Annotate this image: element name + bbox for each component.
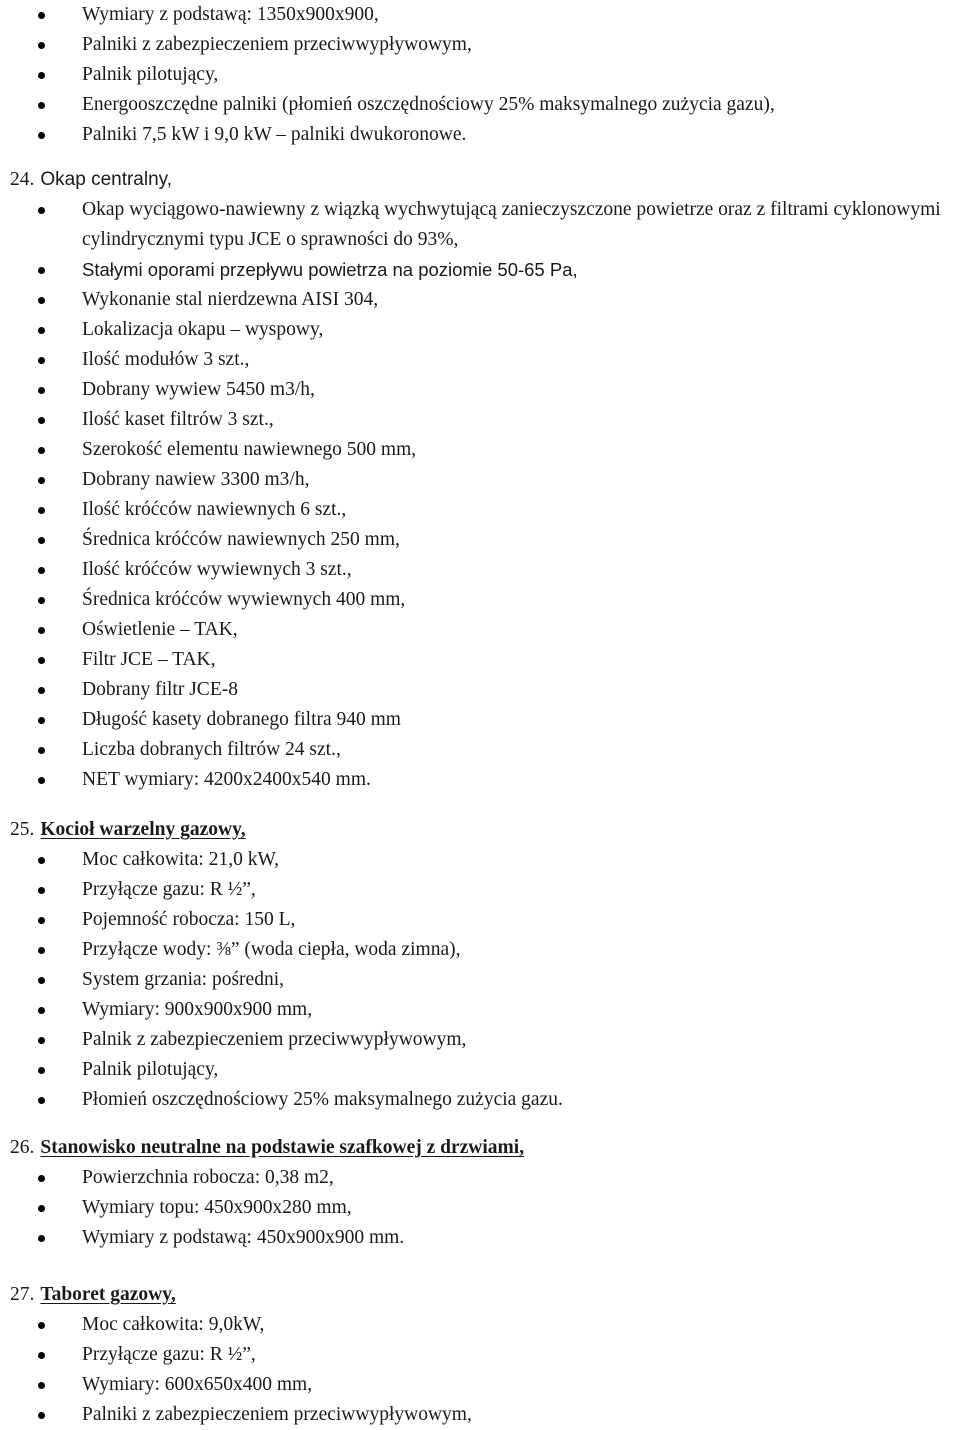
section-heading xyxy=(0,1280,960,1310)
list-item xyxy=(0,90,960,120)
list-item-text: Palnik z zabezpieczeniem przeciwwypływowym, xyxy=(82,1029,467,1050)
list-item xyxy=(0,905,960,935)
list-item xyxy=(0,1193,960,1223)
list-item xyxy=(0,345,960,375)
bullet-icon xyxy=(38,297,45,304)
list-item xyxy=(0,995,960,1025)
bullet-icon xyxy=(38,42,45,49)
list-item xyxy=(0,405,960,435)
section-24 xyxy=(0,165,960,795)
list-item xyxy=(0,60,960,90)
list-item-text: Wymiary z podstawą: 450x900x900 mm. xyxy=(82,1227,405,1248)
section-25 xyxy=(0,815,960,1115)
list-item-text: Szerokość elementu nawiewnego 500 mm, xyxy=(82,439,417,460)
list-item xyxy=(0,0,960,30)
list-item xyxy=(0,1025,960,1055)
list-item xyxy=(0,615,960,645)
bullet-icon xyxy=(38,977,45,984)
list-item xyxy=(0,705,960,735)
bullet-icon xyxy=(38,687,45,694)
list-item-text: Dobrany wywiew 5450 m3/h, xyxy=(82,379,315,400)
list-item-text: Pojemność robocza: 150 L, xyxy=(82,909,296,930)
bullet-icon xyxy=(38,947,45,954)
bullet-icon xyxy=(38,327,45,334)
list-item-text: Średnica króćców wywiewnych 400 mm, xyxy=(82,589,406,610)
list-item-text: Energooszczędne palniki (płomień oszczędnościowy 25% maksymalnego zużycia gazu), xyxy=(82,94,775,115)
bullet-icon xyxy=(38,447,45,454)
list-item-text: Ilość kaset filtrów 3 szt., xyxy=(82,409,274,430)
list-item-text: Filtr JCE – TAK, xyxy=(82,649,216,670)
bullet-icon xyxy=(38,267,45,274)
list-item xyxy=(0,285,960,315)
list-item xyxy=(0,1085,960,1115)
list-item-text: Oświetlenie – TAK, xyxy=(82,619,238,640)
bullet-icon xyxy=(38,132,45,139)
list-item-text: Okap wyciągowo-nawiewny z wiązką wychwytującą zanieczyszczone powietrze oraz z filtrami cyklonowymi cylindrycznymi typu JCE o sprawności do 93%, xyxy=(82,199,941,250)
list-item-text: Wymiary: 900x900x900 mm, xyxy=(82,999,313,1020)
list-item-text: Wymiary z podstawą: 1350x900x900, xyxy=(82,4,379,25)
section-title: Taboret gazowy, xyxy=(40,1284,176,1305)
bullet-icon xyxy=(38,207,45,214)
bullet-icon xyxy=(38,1205,45,1212)
bullet-icon xyxy=(38,1412,45,1419)
list-item-text: Przyłącze gazu: R ½”, xyxy=(82,879,256,900)
bullet-icon xyxy=(38,1352,45,1359)
section-24-list xyxy=(0,195,960,795)
list-item xyxy=(0,1223,960,1253)
list-item-text: Ilość króćców wywiewnych 3 szt., xyxy=(82,559,352,580)
list-item xyxy=(0,765,960,795)
list-item xyxy=(0,465,960,495)
list-item xyxy=(0,525,960,555)
list-item-text: Palniki z zabezpieczeniem przeciwwypływowym, xyxy=(82,1404,472,1425)
list-item-text: Palnik pilotujący, xyxy=(82,1059,219,1080)
list-item-text: Długość kasety dobranego filtra 940 mm xyxy=(82,709,401,730)
bullet-icon xyxy=(38,857,45,864)
list-item xyxy=(0,255,960,285)
list-item xyxy=(0,555,960,585)
bullet-icon xyxy=(38,747,45,754)
list-item xyxy=(0,1055,960,1085)
list-item xyxy=(0,965,960,995)
section-number: 25. xyxy=(10,819,35,840)
list-item-text: Wymiary topu: 450x900x280 mm, xyxy=(82,1197,352,1218)
bullet-icon xyxy=(38,1175,45,1182)
bullet-icon xyxy=(38,1235,45,1242)
section-number: 27. xyxy=(10,1284,35,1305)
list-item-text: Liczba dobranych filtrów 24 szt., xyxy=(82,739,341,760)
list-item xyxy=(0,875,960,905)
list-item-text: Wykonanie stal nierdzewna AISI 304, xyxy=(82,289,379,310)
list-item xyxy=(0,120,960,150)
list-item-text: Dobrany nawiew 3300 m3/h, xyxy=(82,469,310,490)
bullet-icon xyxy=(38,567,45,574)
list-item xyxy=(0,315,960,345)
bullet-icon xyxy=(38,917,45,924)
list-item-text: Palnik pilotujący, xyxy=(82,64,219,85)
list-item xyxy=(0,435,960,465)
section-title: Kocioł warzelny gazowy, xyxy=(40,819,246,840)
list-item xyxy=(0,645,960,675)
list-item-text: Moc całkowita: 9,0kW, xyxy=(82,1314,265,1335)
bullet-icon xyxy=(38,717,45,724)
list-item xyxy=(0,1310,960,1340)
bullet-icon xyxy=(38,357,45,364)
bullet-icon xyxy=(38,387,45,394)
section-25-list xyxy=(0,845,960,1115)
section-26-list xyxy=(0,1163,960,1253)
list-item xyxy=(0,30,960,60)
list-item xyxy=(0,1370,960,1400)
list-item xyxy=(0,375,960,405)
bullet-icon xyxy=(38,1097,45,1104)
list-item xyxy=(0,675,960,705)
bullet-icon xyxy=(38,597,45,604)
section-heading xyxy=(0,1133,960,1163)
bullet-icon xyxy=(38,627,45,634)
intro-section xyxy=(0,0,960,150)
list-item-text: Lokalizacja okapu – wyspowy, xyxy=(82,319,324,340)
list-item-text: Powierzchnia robocza: 0,38 m2, xyxy=(82,1167,334,1188)
list-item-text: Dobrany filtr JCE-8 xyxy=(82,679,238,700)
list-item-text: Przyłącze wody: ⅜” (woda ciepła, woda zimna), xyxy=(82,939,461,960)
bullet-icon xyxy=(38,12,45,19)
list-item-text: System grzania: pośredni, xyxy=(82,969,284,990)
list-item-text: Stałymi oporami przepływu powietrza na poziomie 50-65 Pa, xyxy=(82,259,578,280)
list-item-text: Palniki z zabezpieczeniem przeciwwypływowym, xyxy=(82,34,472,55)
list-item xyxy=(0,495,960,525)
list-item xyxy=(0,585,960,615)
section-27 xyxy=(0,1280,960,1430)
list-item-text: Płomień oszczędnościowy 25% maksymalnego zużycia gazu. xyxy=(82,1089,563,1110)
section-number: 26. xyxy=(10,1137,35,1158)
section-title: Okap centralny, xyxy=(40,169,173,190)
bullet-icon xyxy=(38,507,45,514)
bullet-icon xyxy=(38,657,45,664)
section-title: Stanowisko neutralne na podstawie szafkowej z drzwiami, xyxy=(40,1137,525,1158)
list-item-text: Palniki 7,5 kW i 9,0 kW – palniki dwukoronowe. xyxy=(82,124,467,145)
bullet-icon xyxy=(38,102,45,109)
list-item-text: Ilość modułów 3 szt., xyxy=(82,349,250,370)
bullet-icon xyxy=(38,417,45,424)
section-27-list xyxy=(0,1310,960,1430)
section-26 xyxy=(0,1133,960,1253)
list-item xyxy=(0,1340,960,1370)
bullet-icon xyxy=(38,537,45,544)
bullet-icon xyxy=(38,1382,45,1389)
section-number: 24. xyxy=(10,169,35,190)
bullet-icon xyxy=(38,777,45,784)
list-item xyxy=(0,845,960,875)
list-item-text: Przyłącze gazu: R ½”, xyxy=(82,1344,256,1365)
bullet-icon xyxy=(38,1037,45,1044)
list-item-text: Średnica króćców nawiewnych 250 mm, xyxy=(82,529,400,550)
bullet-icon xyxy=(38,887,45,894)
section-heading xyxy=(0,815,960,845)
bullet-icon xyxy=(38,1007,45,1014)
bullet-icon xyxy=(38,477,45,484)
section-heading xyxy=(0,165,960,195)
bullet-icon xyxy=(38,1322,45,1329)
list-item xyxy=(0,735,960,765)
bullet-icon xyxy=(38,1067,45,1074)
list-item-text: NET wymiary: 4200x2400x540 mm. xyxy=(82,769,371,790)
list-item xyxy=(0,1400,960,1430)
list-item-text: Ilość króćców nawiewnych 6 szt., xyxy=(82,499,347,520)
list-item xyxy=(0,195,960,255)
list-item-text: Wymiary: 600x650x400 mm, xyxy=(82,1374,313,1395)
list-item-text: Moc całkowita: 21,0 kW, xyxy=(82,849,279,870)
list-item xyxy=(0,935,960,965)
bullet-icon xyxy=(38,72,45,79)
intro-list xyxy=(0,0,960,150)
list-item xyxy=(0,1163,960,1193)
